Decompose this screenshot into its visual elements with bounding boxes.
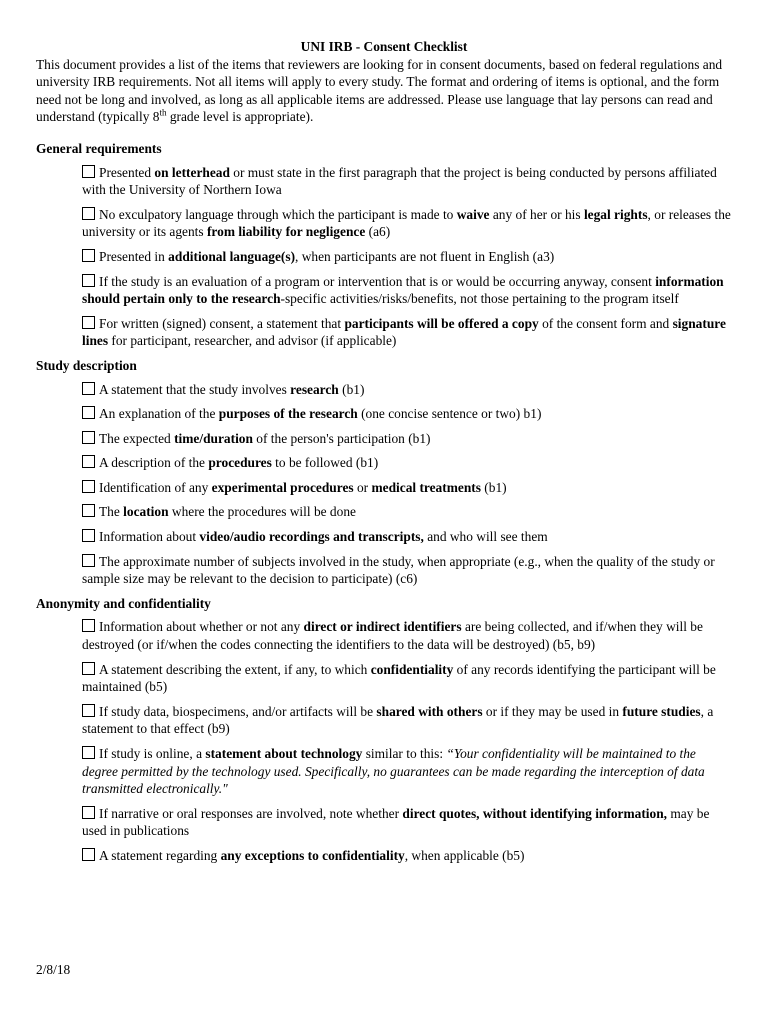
bold-text: direct or indirect identifiers (303, 619, 462, 635)
checklist-item (82, 745, 732, 798)
checklist-item (82, 164, 732, 199)
text-run: where the procedures will be done (168, 504, 356, 520)
checkbox[interactable] (82, 806, 95, 819)
bold-text: waive (456, 206, 490, 222)
text-run: (b1) (338, 381, 365, 397)
checklist-item (82, 847, 732, 865)
checklist-item (82, 405, 732, 423)
bold-text: information should pertain only to the research (82, 273, 724, 307)
section-heading: Study description (36, 357, 137, 373)
bold-text: video/audio recordings and transcripts, (199, 529, 424, 545)
bold-text: statement about technology (205, 746, 363, 761)
checkbox[interactable] (82, 431, 95, 444)
superscript-text: th (159, 107, 167, 118)
bold-text: medical treatments (371, 479, 481, 495)
bold-text: future studies (622, 703, 701, 719)
text-run: or must state in the first paragraph that the project is being conducted by persons affiliated with the University of Northern Iowa (82, 164, 717, 198)
bold-text: procedures (208, 455, 272, 471)
checkbox[interactable] (82, 382, 95, 395)
checkbox[interactable] (82, 274, 95, 287)
text-run: For written (signed) consent, a statement that (99, 315, 345, 331)
text-run: of any records identifying the participant will be maintained (b5) (82, 661, 716, 695)
checklist-item (82, 381, 732, 399)
text-run: any of her or his (489, 206, 584, 222)
text-run: (one concise sentence or two) b1) (357, 406, 542, 422)
text-run: The (99, 504, 124, 520)
section-heading: General requirements (36, 140, 162, 156)
text-run: Presented (99, 164, 155, 180)
document-title: UNI IRB - Consent Checklist (300, 39, 468, 54)
text-run: , when applicable (b5) (404, 847, 525, 863)
text-run: , when participants are not fluent in English (a3) (295, 248, 555, 264)
checkbox[interactable] (82, 455, 95, 468)
checklist-item (82, 618, 732, 653)
text-run: A description of the (99, 455, 209, 471)
text-run: or (353, 479, 372, 495)
text-run: Identification of any (99, 479, 212, 495)
checkbox[interactable] (82, 316, 95, 329)
checklist-item (82, 273, 732, 308)
bold-text: location (123, 504, 169, 520)
checkbox[interactable] (82, 529, 95, 542)
text-run: This document provides a list of the items that reviewers are looking for in consent documents, based on federal regulations and university IRB requirements. Not all items will apply to every study. The format and ordering of items is optional, and the form need not be long and involved, as long as all applicable items are addressed. Please use language that lay persons can read and understand (typically 8 (36, 56, 723, 125)
checkbox[interactable] (82, 848, 95, 861)
checklist-item (82, 503, 732, 521)
text-run: (a6) (365, 224, 391, 240)
bold-text: signature lines (82, 315, 726, 349)
text-run: A statement that the study involves (99, 381, 291, 397)
checkbox[interactable] (82, 662, 95, 675)
bold-text: time/duration (174, 430, 253, 446)
checklist-item (82, 206, 732, 241)
checkbox[interactable] (82, 165, 95, 178)
text-run: An explanation of the (99, 406, 219, 422)
checklist-item (82, 703, 732, 738)
text-run: A statement regarding (99, 847, 221, 863)
bold-text: any exceptions to confidentiality (220, 847, 405, 863)
bold-text: legal rights (583, 206, 648, 222)
text-run: If the study is an evaluation of a program or intervention that is or would be occurring anyway, consent (99, 273, 656, 289)
checkbox[interactable] (82, 504, 95, 517)
bold-text: research (290, 381, 339, 397)
text-run: to be followed (b1) (271, 455, 379, 471)
text-run: If narrative or oral responses are involved, note whether (99, 805, 403, 821)
text-run: Information about whether or not any (99, 619, 304, 635)
text-run: The approximate number of subjects involved in the study, when appropriate (e.g., when the quality of the study or sample size may be relevant to the decision to participate) (c6) (82, 553, 715, 587)
checklist-item (82, 430, 732, 448)
checklist-item (82, 661, 732, 696)
text-run: Information about (99, 529, 200, 545)
text-run: and who will see them (423, 529, 548, 545)
checkbox[interactable] (82, 406, 95, 419)
checkbox[interactable] (82, 480, 95, 493)
text-run: -specific activities/risks/benefits, not those pertaining to the program itself (280, 291, 679, 307)
bold-text: purposes of the research (218, 406, 358, 422)
text-run: If study is online, a (99, 746, 206, 761)
checklist-item (82, 805, 732, 840)
text-run: may be used in publications (82, 805, 710, 839)
bold-text: on letterhead (154, 164, 230, 180)
checkbox[interactable] (82, 207, 95, 220)
text-run: If study data, biospecimens, and/or artifacts will be (99, 703, 377, 719)
text-run: of the consent form and (538, 315, 673, 331)
bold-text: confidentiality (370, 661, 454, 677)
text-run: A statement describing the extent, if any, to which (99, 661, 371, 677)
checklist-sections (36, 140, 732, 865)
text-run: , a statement to that effect (b9) (82, 703, 714, 737)
bold-text: shared with others (376, 703, 483, 719)
text-run: or if they may be used in (482, 703, 623, 719)
bold-text: direct quotes, without identifying information, (402, 805, 668, 821)
text-run: similar to this: (362, 746, 447, 761)
text-run: , or releases the university or its agents (82, 206, 731, 240)
bold-text: from liability for negligence (206, 224, 366, 240)
intro-paragraph (36, 56, 732, 126)
document-page (36, 38, 732, 872)
bold-text: additional language(s) (168, 248, 296, 264)
checklist-item (82, 528, 732, 546)
text-run: are being collected, and if/when they will be destroyed (or if/when the codes connecting the identifiers to the data will be destroyed) (b5, b9) (82, 619, 703, 653)
italic-text: “Your confidentiality will be maintained to the degree permitted by the technology used. Specifically, no guarantees can be made regarding the interception of data transmitted electronically." (82, 746, 705, 797)
footer-date: 2/8/18 (36, 962, 71, 977)
bold-text: experimental procedures (211, 479, 354, 495)
checkbox[interactable] (82, 704, 95, 717)
checkbox[interactable] (82, 554, 95, 567)
text-run: of the person's participation (b1) (252, 430, 431, 446)
text-run: The expected (99, 430, 175, 446)
checklist-item (82, 454, 732, 472)
text-run: No exculpatory language through which the participant is made to (99, 206, 457, 222)
checkbox[interactable] (82, 619, 95, 632)
checkbox[interactable] (82, 746, 95, 759)
checklist-item (82, 479, 732, 497)
checklist-item (82, 315, 732, 350)
checklist-item (82, 248, 732, 266)
checklist-item (82, 553, 732, 588)
section-heading: Anonymity and confidentiality (36, 595, 211, 611)
text-run: grade level is appropriate). (166, 109, 314, 125)
text-run: for participant, researcher, and advisor (if applicable) (108, 333, 397, 349)
text-run: (b1) (480, 479, 507, 495)
bold-text: participants will be offered a copy (344, 315, 539, 331)
text-run: Presented in (99, 248, 169, 264)
checkbox[interactable] (82, 249, 95, 262)
